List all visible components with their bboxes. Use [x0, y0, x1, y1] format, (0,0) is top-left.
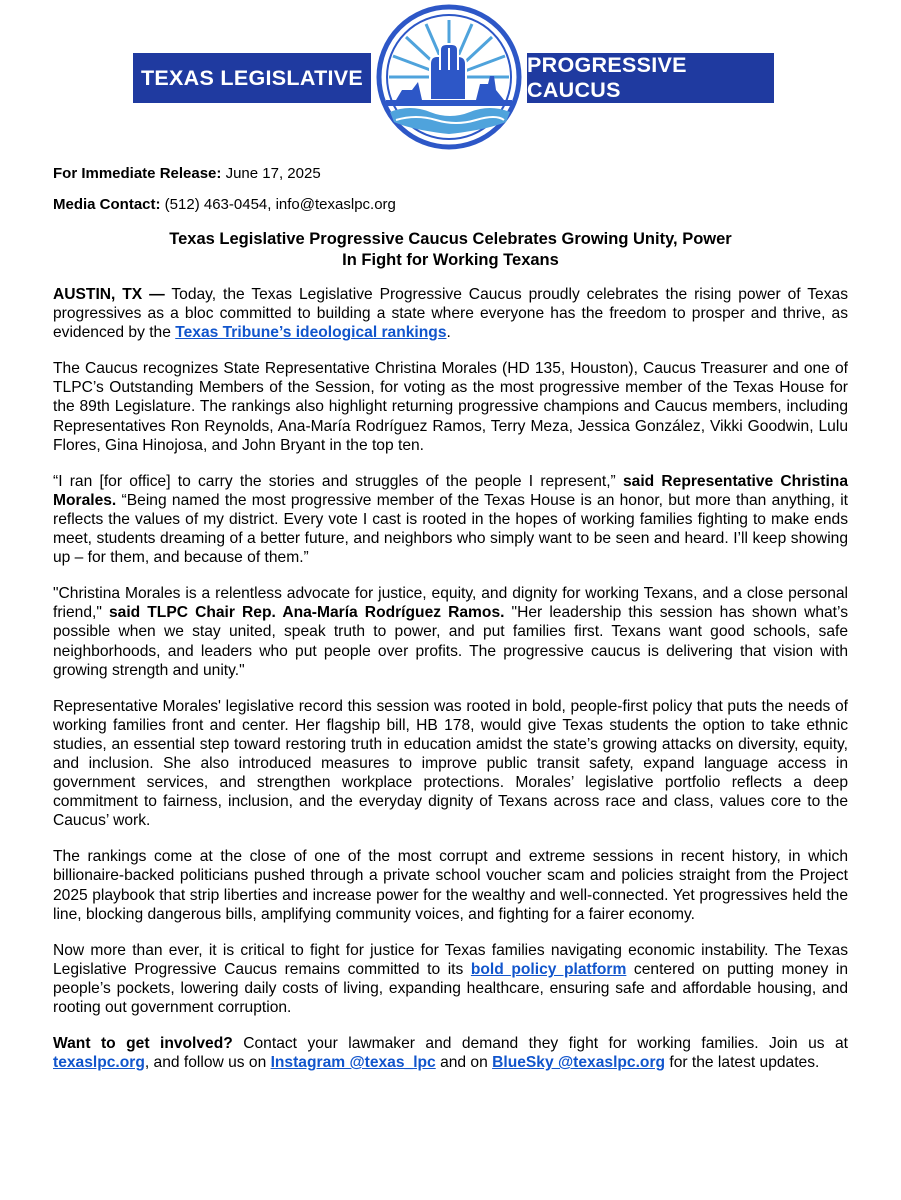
paragraph-get-involved [53, 1034, 848, 1072]
get-involved-text-3: and on [435, 1054, 493, 1072]
morales-attribution: said Representative Christina Morales. [53, 472, 848, 509]
contact-value: (512) 463-0454, info@texaslpc.org [160, 196, 396, 213]
get-involved-text-1: Contact your lawmaker and demand they fight for working families. Join us at [232, 1035, 849, 1053]
get-involved-text-4: for the latest updates. [665, 1054, 820, 1072]
commitment-text-1: Now more than ever, it is critical to fight for justice for Texas families navigating economic instability. The Texas Legislative Progressive Caucus remains committed to its [53, 941, 848, 978]
chair-quote-rest: "Her leadership this session has shown what’s possible when we stay united, speak truth to power, and put families first. Texans want good schools, safe neighborhoods, and leaders who put people over profits. The progressive caucus is delivering that vision with growing strength and unity." [53, 604, 848, 679]
letterhead [0, 0, 901, 150]
commitment-text-2: centered on putting money in people’s pockets, lowering daily costs of living, expanding healthcare, ensuring safe and affordable housing, and rooting out government corruption. [53, 960, 849, 1016]
right-banner: PROGRESSIVE CAUCUS [527, 53, 774, 103]
headline [53, 229, 848, 271]
morales-quote-rest: “Being named the most progressive member of the Texas House is an honor, but more than anything, it reflects the values of my district. Every vote I cast is rooted in the hopes of working families fighting to make ends meet, students dreaming of a better future, and neighbors who simply want to be seen and heard. I’ll keep showing up – for them, and because of them.” [53, 491, 848, 567]
headline-line-2: In Fight for Working Texans [342, 251, 559, 269]
chair-attribution: said TLPC Chair Rep. Ana-María Rodríguez Ramos. [108, 604, 505, 622]
paragraph-recognition: The Caucus recognizes State Representative Christina Morales (HD 135, Houston), Caucus Treasurer and one of TLPC’s Outstanding Members of the Session, for voting as the most progressive member of the Texas House for the 89th Legislature. The rankings also highlight returning progressive champions and Caucus members, including Representatives Ron Reynolds, Ana-María Rodríguez Ramos, Terry Meza, Jessica González, Vikki Goodwin, Lulu Flores, Gina Hinojosa, and John Bryant in the top ten. [53, 360, 848, 454]
paragraph-chair-quote [53, 584, 848, 679]
contact-label: Media Contact: [53, 196, 161, 213]
media-contact-line [53, 195, 848, 215]
dateline: AUSTIN, TX — [53, 286, 165, 303]
morales-quote-start: “I ran [for office] to carry the stories and struggles of the people I represent,” [53, 472, 623, 490]
get-involved-lead: Want to get involved? [53, 1035, 233, 1053]
intro-end: . [446, 324, 451, 342]
paragraph-commitment [53, 941, 848, 1017]
release-label: For Immediate Release: [53, 165, 222, 182]
chair-quote-start: "Christina Morales is a relentless advocate for justice, equity, and dignity for working Texans, and a close personal friend," [53, 585, 848, 622]
bluesky-link[interactable]: BlueSky @texaslpc.org [492, 1054, 666, 1072]
paragraph-legislative-record: Representative Morales' legislative record this session was rooted in bold, people-first policy that puts the needs of working families front and center. Her flagship bill, HB 178, would give Texas students the option to take ethnic studies, an essential step toward restoring truth in education amidst the state’s growing attacks on diversity, equity, and inclusion. She also introduced measures to improve public transit safety, expand language access in government services, and strengthen workplace protections. Morales’ legislative portfolio reflects a deep commitment to fairness, inclusion, and the everyday dignity of Texans across race and class, values core to the Caucus’ work. [53, 697, 848, 830]
get-involved-text-2: , and follow us on [144, 1054, 271, 1072]
paragraph-morales-quote [53, 472, 848, 567]
texas-tribune-rankings-link[interactable]: Texas Tribune’s ideological rankings [175, 324, 447, 342]
release-date: June 17, 2025 [221, 165, 321, 182]
release-date-line [53, 164, 848, 184]
paragraph-session-context: The rankings come at the close of one of the most corrupt and extreme sessions in recent history, in which billionaire-backed politicians pushed through a private school voucher scam and policies straight from the Project 2025 playbook that strip liberties and increase power for the wealthy and well-connected. Yet progressives held the line, blocking dangerous bills, amplifying community voices, and fighting for a fairer economy. [53, 848, 848, 923]
paragraph-intro [53, 285, 848, 342]
instagram-link[interactable]: Instagram @texas_lpc [270, 1054, 436, 1072]
headline-line-1: Texas Legislative Progressive Caucus Celebrates Growing Unity, Power [169, 230, 732, 248]
intro-text: Today, the Texas Legislative Progressive Caucus proudly celebrates the rising power of Texas progressives as a bloc committed to building a state where everyone has the freedom to prosper and thrive, as evidenced by the [53, 286, 848, 342]
policy-platform-link[interactable]: bold policy platform [470, 960, 627, 978]
website-link[interactable]: texaslpc.org [53, 1054, 145, 1072]
press-release-body [53, 164, 848, 1089]
left-banner: TEXAS LEGISLATIVE [133, 53, 371, 103]
caucus-fist-logo-icon [366, 4, 532, 150]
